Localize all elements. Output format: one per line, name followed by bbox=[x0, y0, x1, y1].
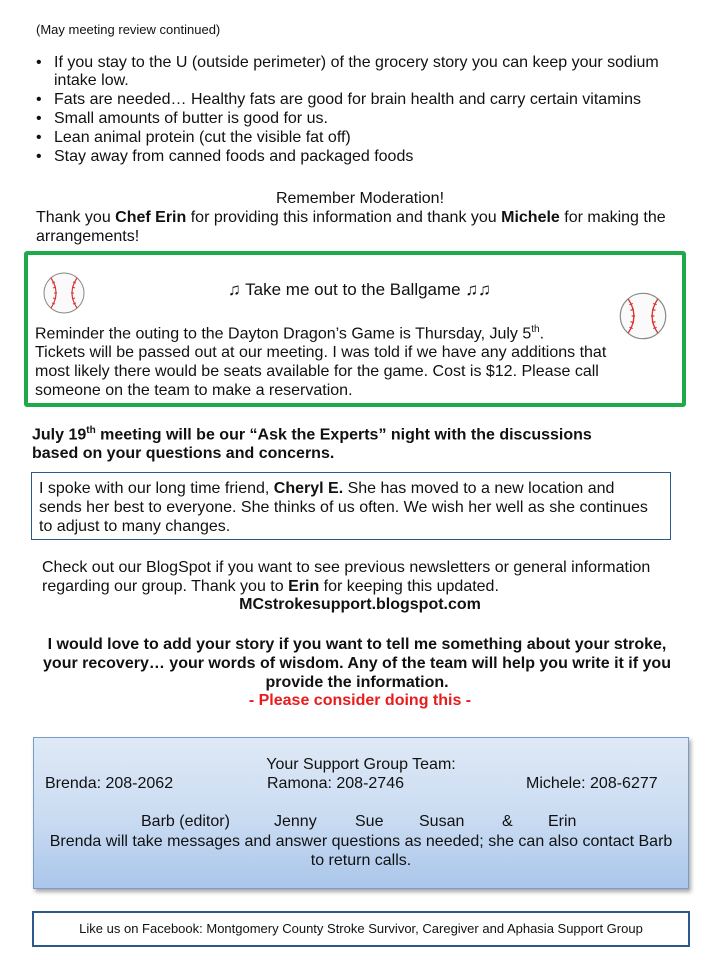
contact-brenda: Brenda: 208-2062 bbox=[45, 775, 174, 792]
contact-michele: Michele: 208-6277 bbox=[526, 775, 658, 792]
team-heading: Your Support Group Team: bbox=[266, 756, 456, 773]
ampersand: & bbox=[502, 813, 513, 830]
facebook-box bbox=[32, 911, 690, 947]
list-item: • Stay away from canned foods and packaged foods bbox=[36, 148, 686, 166]
list-item: • Lean animal protein (cut the visible fat off) bbox=[36, 129, 686, 147]
support-team-box bbox=[33, 737, 689, 889]
contact-ramona: Ramona: 208-2746 bbox=[267, 775, 404, 792]
member-barb: Barb (editor) bbox=[141, 813, 230, 830]
list-item: • Small amounts of butter is good for us. bbox=[36, 110, 686, 128]
story-request: I would love to add your story if you want to tell me something about your stroke, your recovery… your words of wisdom. Any of the team will help you write it if you provide the information. bbox=[43, 636, 671, 691]
list-item: • If you stay to the U (outside perimeter) of the grocery story you can keep your sodium intake low. bbox=[36, 54, 686, 90]
nutrition-tips-list bbox=[36, 54, 686, 167]
member-jenny: Jenny bbox=[274, 813, 317, 830]
member-sue: Sue bbox=[355, 813, 384, 830]
ballgame-title: ♫ Take me out to the Ballgame ♫♫ bbox=[228, 280, 491, 299]
member-susan: Susan bbox=[419, 813, 465, 830]
moderation-line: Remember Moderation! bbox=[275, 190, 445, 207]
ballgame-text: Reminder the outing to the Dayton Dragon’s Game is Thursday, July 5th. Tickets will be passed out at our meeting. I was told if we have any additions that most likely there would be seats available for the game. Cost is $12. Please call someone on the team to make a reservation. bbox=[35, 324, 607, 400]
blog-paragraph: Check out our BlogSpot if you want to see previous newsletters or general information regarding our group. Thank you to Erin for keeping this updated. bbox=[42, 559, 651, 595]
michele-name: Michele bbox=[501, 209, 560, 226]
consider-plea: - Please consider doing this - bbox=[248, 692, 472, 709]
ballgame-box bbox=[24, 251, 686, 407]
blog-url-link[interactable]: MCstrokesupport.blogspot.com bbox=[239, 596, 481, 613]
cheryl-box bbox=[31, 472, 671, 540]
cheryl-name: Cheryl E. bbox=[273, 480, 344, 497]
team-note: Brenda will take messages and answer questions as needed; she can also contact Barb to return calls. bbox=[49, 833, 673, 869]
list-item: • Fats are needed… Healthy fats are good for brain health and carry certain vitamins bbox=[36, 91, 686, 109]
continued-note: (May meeting review continued) bbox=[36, 22, 221, 37]
july-meeting-notice: July 19th meeting will be our “Ask the Experts” night with the discussions based on your questions and concerns. bbox=[32, 425, 592, 463]
erin-name: Erin bbox=[288, 578, 320, 595]
thanks-paragraph: Thank you Chef Erin for providing this information and thank you Michele for making the arrangements! bbox=[36, 209, 666, 245]
member-erin: Erin bbox=[548, 813, 577, 830]
baseball-icon bbox=[42, 271, 86, 315]
cheryl-text: I spoke with our long time friend, Cheryl E. She has moved to a new location and sends her best to everyone. She thinks of us often. We wish her well as she continues to adjust to many changes. bbox=[39, 480, 648, 535]
facebook-text: Like us on Facebook: Montgomery County Stroke Survivor, Caregiver and Aphasia Support Group bbox=[79, 921, 643, 936]
chef-name: Chef Erin bbox=[115, 209, 187, 226]
